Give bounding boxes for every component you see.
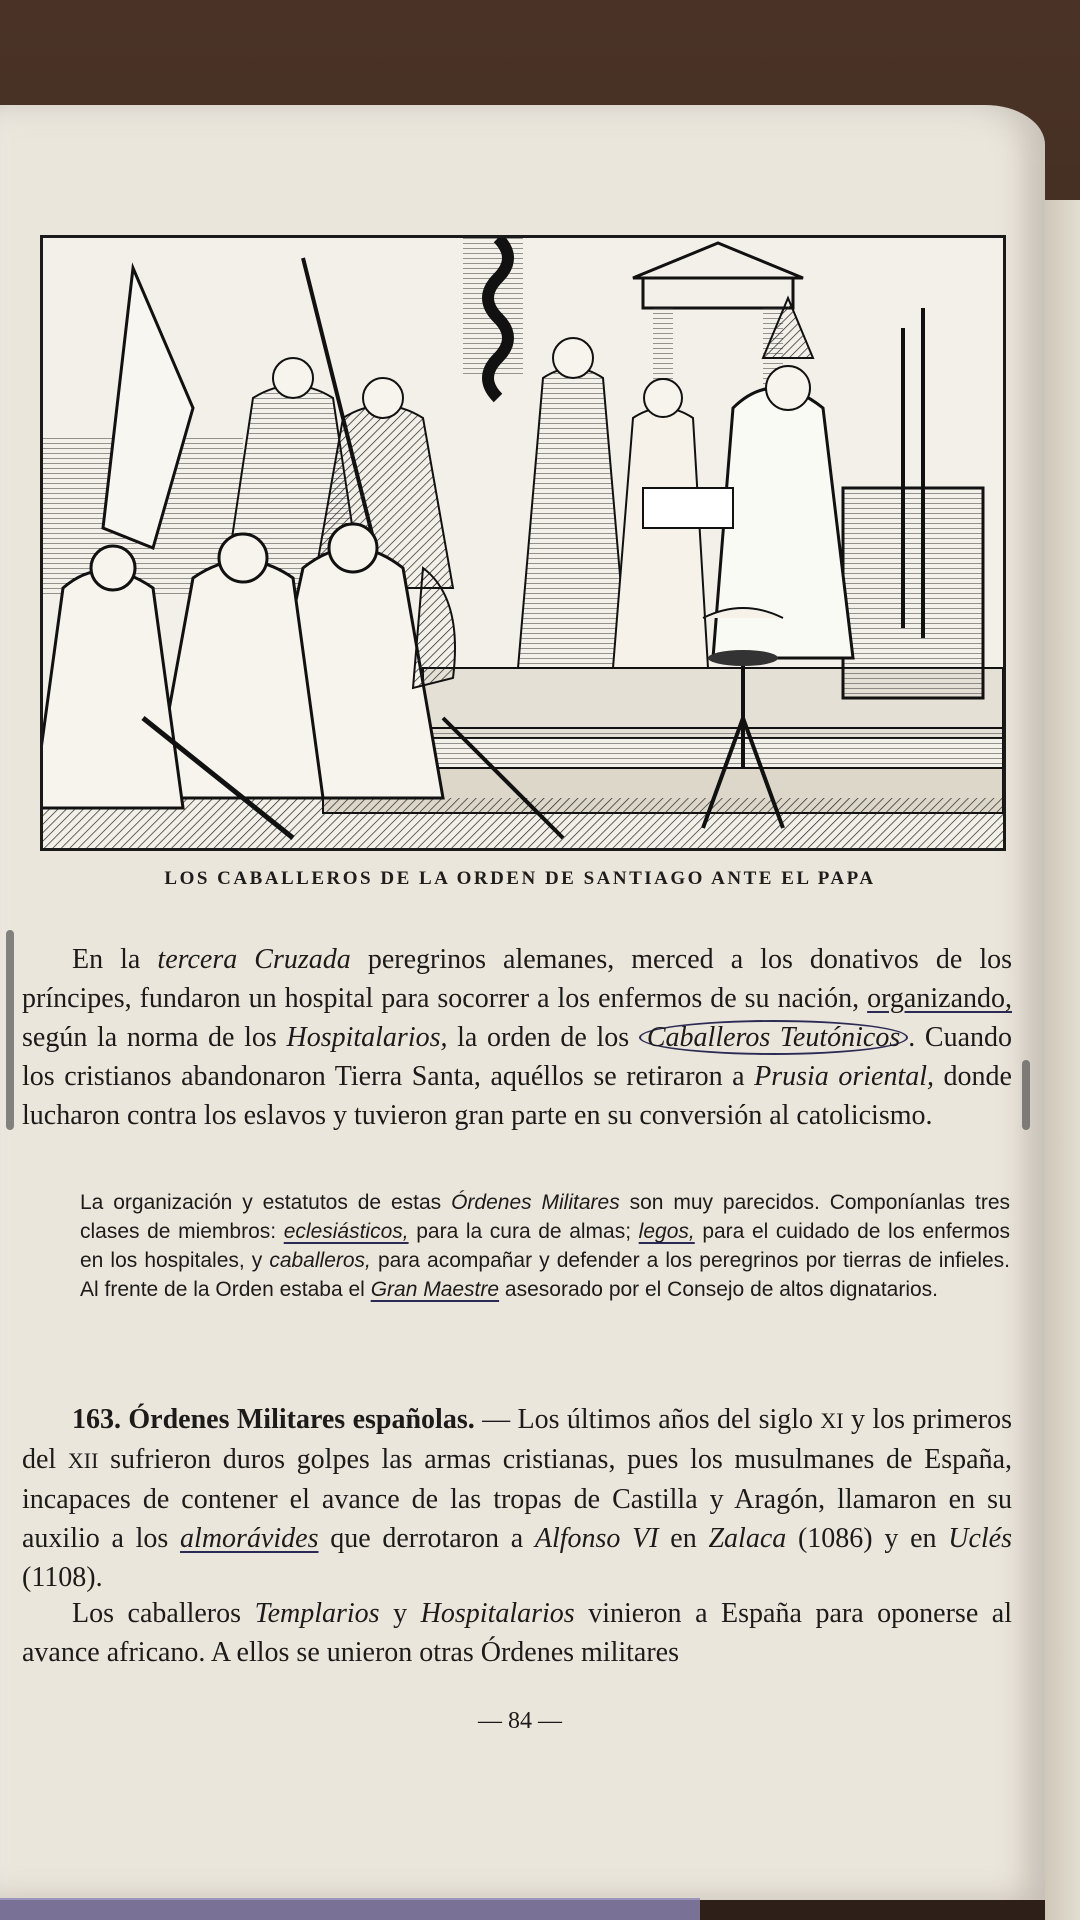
engraving-drawing: [43, 238, 1003, 848]
pen-underline-run: Gran Maestre: [370, 1278, 500, 1301]
text-run: en: [658, 1523, 709, 1554]
text-run: que derrotaron a: [318, 1523, 535, 1554]
pen-margin-mark: [6, 930, 14, 1130]
italic-run: Hospitalarios: [420, 1598, 575, 1629]
roman-numeral: XII: [67, 1448, 99, 1473]
engraving-illustration: [40, 235, 1006, 851]
next-page-edge: [1045, 200, 1080, 1920]
illustration-caption: LOS CABALLEROS DE LA ORDEN DE SANTIAGO ANTE EL PAPA: [164, 868, 876, 889]
italic-run: Órdenes Militares: [451, 1191, 620, 1214]
paragraph-teutonic-knights: [22, 940, 1012, 1135]
pen-margin-mark-right: [1022, 1060, 1030, 1130]
section-heading: 163. Órdenes Militares españolas.: [72, 1404, 475, 1435]
paragraph-spanish-military-orders: [22, 1400, 1012, 1597]
italic-run: Alfonso VI: [534, 1523, 659, 1554]
text-run: . Cuando los cristianos abandonaron Tierra Santa, aquéllos se retiraron a: [22, 1022, 1013, 1092]
pen-circled-run: Caballeros Teutónicos: [639, 1020, 908, 1055]
text-run: En la: [72, 944, 158, 975]
pen-underline-run: organizando,: [867, 983, 1012, 1014]
italic-run: Zalaca: [708, 1523, 787, 1554]
italic-run: Uclés: [948, 1523, 1012, 1554]
pen-underline-run: eclesiásticos,: [283, 1220, 409, 1243]
text-run: — Los últimos años del siglo: [474, 1404, 821, 1435]
text-run: para la cura de almas;: [408, 1220, 639, 1243]
paragraph-order-organization: [80, 1188, 1010, 1304]
text-run: la orden de los: [447, 1022, 639, 1053]
text-run: asesorado por el Consejo de altos dignatarios.: [499, 1278, 939, 1301]
pen-underline-run: legos,: [638, 1220, 695, 1243]
paragraph-templars: [22, 1594, 1012, 1672]
italic-run: tercera Cruzada: [157, 944, 351, 975]
italic-run: Hospitalarios,: [286, 1022, 448, 1053]
text-run: (1086) y en: [786, 1523, 949, 1554]
text-run: y los primeros del: [22, 1404, 1012, 1475]
text-run: para acompañar y defender a los peregrinos por tierras de infieles. Al frente de la Orden estaba el: [80, 1249, 1011, 1301]
text-run: donde lucharon contra los eslavos y tuvieron gran parte en su conversión al catolicismo.: [22, 1061, 1012, 1131]
roman-numeral: XI: [820, 1408, 844, 1433]
text-run: para el cuidado de los enfermos en los hospitales, y: [80, 1220, 1011, 1272]
text-run: sufrieron duros golpes las armas cristianas, pues los musulmanes de España, incapaces de contener el avance de las tropas de Castilla y Aragón, llamaron en su auxilio a los: [22, 1444, 1012, 1554]
italic-run: Prusia oriental,: [754, 1061, 934, 1092]
text-run: (1108).: [22, 1562, 103, 1593]
text-run: vinieron a España para oponerse al avance africano. A ellos se unieron otras Órdenes militares: [22, 1598, 1012, 1668]
text-run: según la norma de los: [22, 1022, 287, 1053]
italic-run: caballeros,: [269, 1249, 371, 1272]
italic-run: Templarios: [254, 1598, 380, 1629]
text-run: Los caballeros: [72, 1598, 255, 1629]
text-run: peregrinos alemanes, merced a los donativos de los príncipes, fundaron un hospital para socorrer a los enfermos de su nación,: [22, 944, 1012, 1014]
text-run: son muy parecidos. Componíanlas tres clases de miembros:: [80, 1191, 1011, 1243]
pen-underline-run: almorávides: [180, 1523, 319, 1554]
page-number: — 84 —: [478, 1708, 562, 1734]
text-run: La organización y estatutos de estas: [80, 1191, 452, 1214]
book-cover-strip: [0, 1898, 700, 1920]
text-run: y: [379, 1598, 421, 1629]
